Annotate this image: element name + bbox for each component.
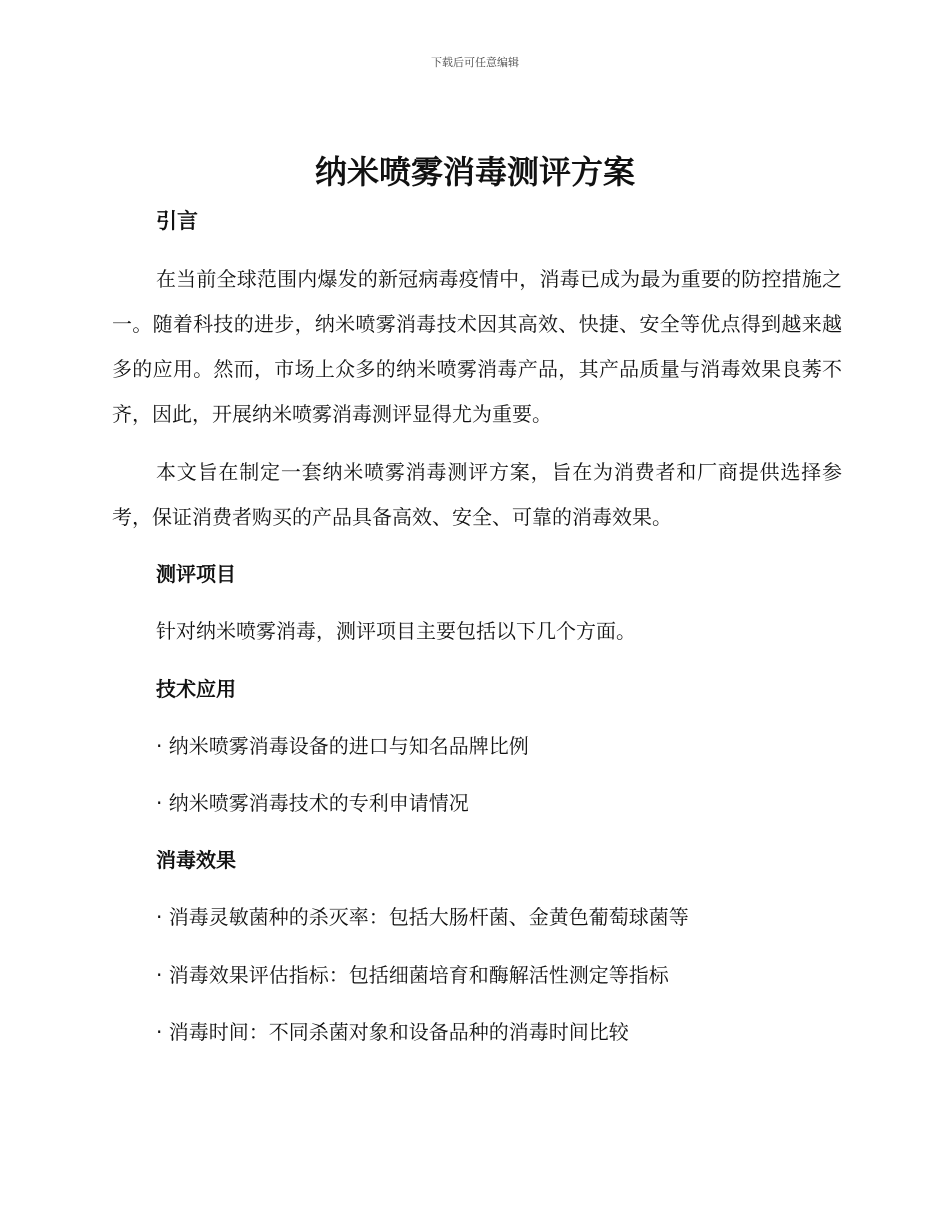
evaluation-intro-text: 针对纳米喷雾消毒，测评项目主要包括以下几个方面。 [156,619,636,643]
section-heading-intro: 引言 [156,209,198,233]
list-item: · 消毒时间：不同杀菌对象和设备品种的消毒时间比较 [156,1020,629,1044]
list-item: · 纳米喷雾消毒设备的进口与知名品牌比例 [156,734,529,758]
document-title: 纳米喷雾消毒测评方案 [314,153,635,191]
list-item: · 消毒灵敏菌种的杀灭率：包括大肠杆菌、金黄色葡萄球菌等 [156,905,689,929]
section-heading-technology: 技术应用 [156,677,236,701]
intro-paragraph-1: 在当前全球范围内爆发的新冠病毒疫情中，消毒已成为最为重要的防控措施之一。随着科技的进步，纳米喷雾消毒技术因其高效、快捷、安全等优点得到越来越多的应用。然而，市场上众多的纳米喷雾消毒产品，其产品质量与消毒效果良莠不齐，因此，开展纳米喷雾消毒测评显得尤为重要。 [112,267,842,426]
intro-paragraph-2: 本文旨在制定一套纳米喷雾消毒测评方案，旨在为消费者和厂商提供选择参考，保证消费者购买的产品具备高效、安全、可靠的消毒效果。 [112,460,842,529]
section-heading-evaluation: 测评项目 [156,562,236,586]
section-heading-effect: 消毒效果 [156,848,236,872]
page-header-note: 下载后可任意编辑 [431,56,519,69]
list-item: · 消毒效果评估指标：包括细菌培育和酶解活性测定等指标 [156,963,669,987]
list-item: · 纳米喷雾消毒技术的专利申请情况 [156,791,469,815]
